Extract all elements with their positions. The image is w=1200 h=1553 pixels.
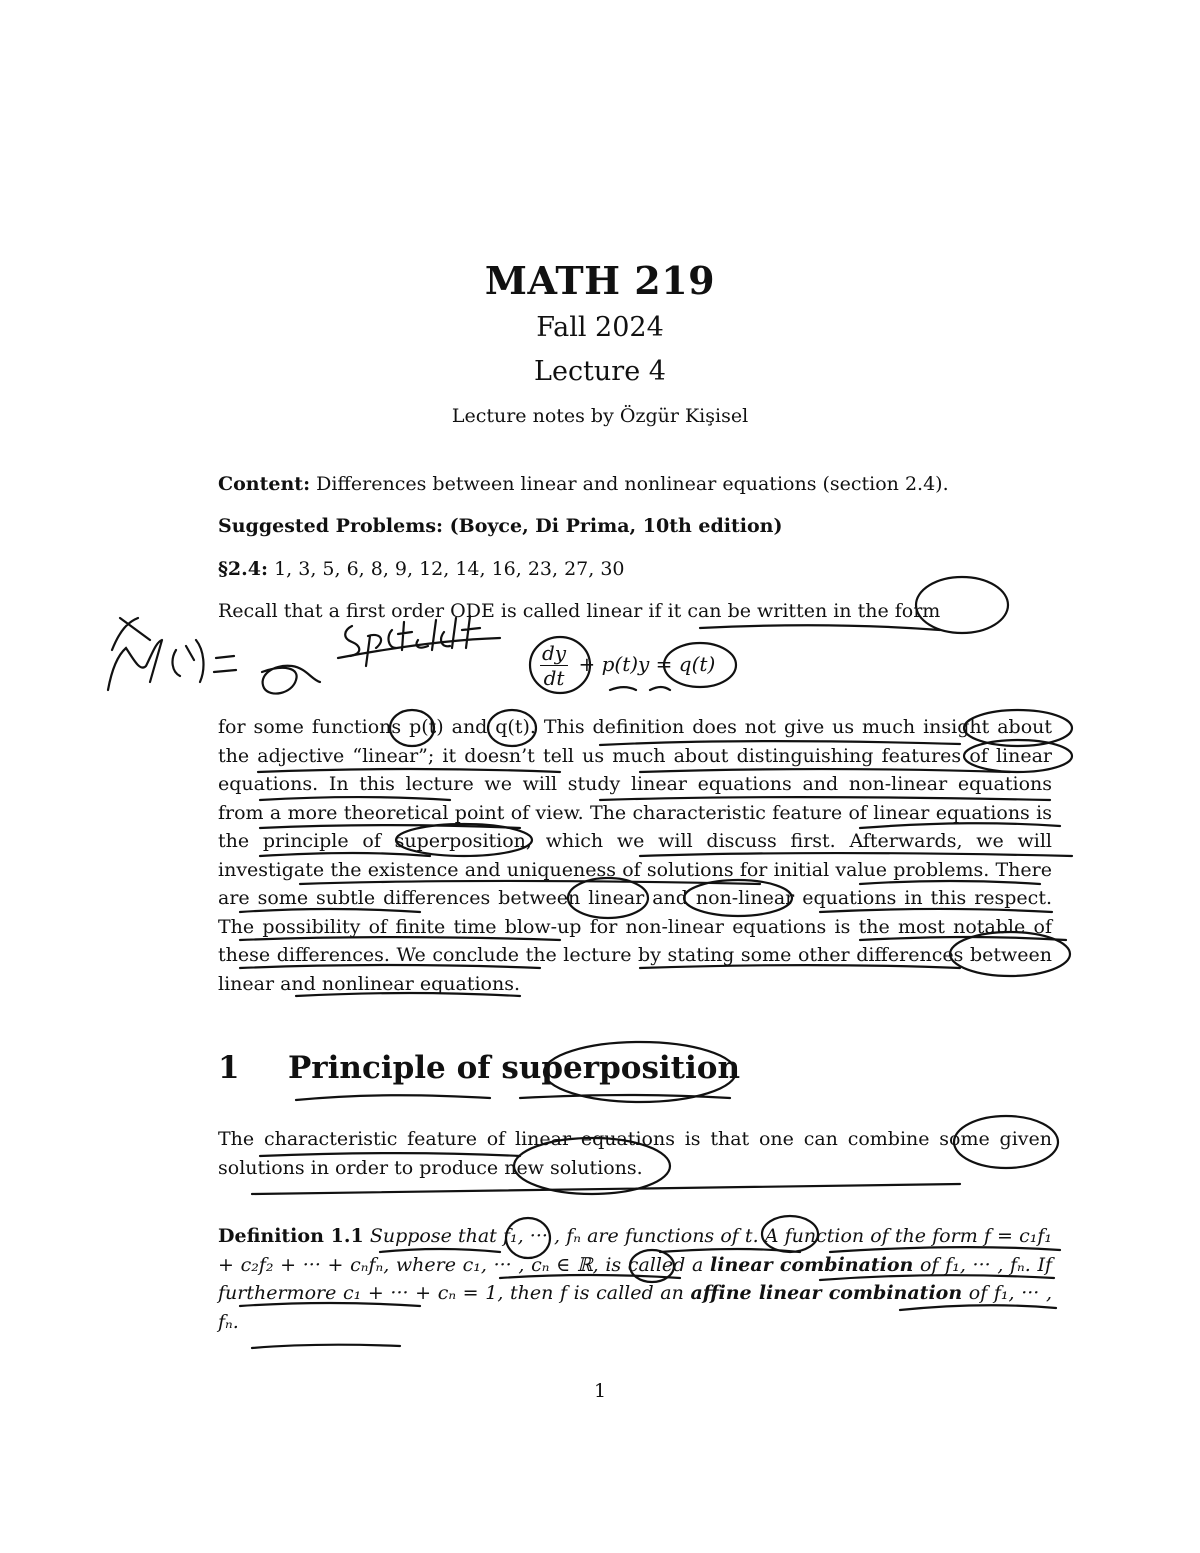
term: Fall 2024: [536, 312, 664, 343]
definition-text-b: of f₁, ··· , fₙ. If furthermore c₁ + ··· + cₙ = 1, then f is called an: [218, 1253, 1053, 1304]
content-label: Content:: [218, 473, 311, 495]
lecture-number: Lecture 4: [534, 356, 666, 387]
equation-rest: + p(t)y = q(t): [578, 652, 716, 676]
handwritten-exponent-underline: [338, 638, 500, 658]
problem-numbers: 1, 3, 5, 6, 8, 9, 12, 14, 16, 23, 27, 30: [274, 558, 625, 580]
course-title: MATH 219: [484, 258, 716, 303]
recall-line: Recall that a first order ODE is called linear if it can be written in the form: [218, 600, 941, 622]
author-line: Lecture notes by Özgür Kişisel: [451, 405, 749, 427]
underline-heading: [296, 1095, 730, 1100]
fraction-numerator: dy: [542, 641, 567, 665]
suggested-problems-label: Suggested Problems: (Boyce, Di Prima, 10th edition): [218, 515, 783, 537]
definition-block: [218, 1222, 1052, 1336]
section-title: Principle of superposition: [288, 1050, 740, 1086]
definition-term-linear-combination: linear combination: [710, 1253, 914, 1276]
section-paragraph: The characteristic feature of linear equations is that one can combine some given solutions in order to produce new solutions.: [218, 1128, 1052, 1179]
handwritten-e: [262, 666, 320, 694]
handwritten-note: [108, 618, 236, 690]
section-number: 1: [218, 1050, 240, 1086]
linear-ode-equation: [540, 641, 715, 690]
definition-text-a: Suppose that f₁, ··· , fₙ are functions of t. A function of the form f = c₁f₁ + c₂f₂ + ··· + cₙfₙ, where c₁, ··· , cₙ ∈ ℝ, is called a: [218, 1225, 1053, 1276]
underline-recall: [700, 625, 940, 630]
content-line: [218, 470, 1052, 499]
definition-term-affine-combination: affine linear combination: [690, 1282, 963, 1304]
fraction-denominator: dt: [543, 666, 565, 690]
definition-text-c: of f₁, ··· , fₙ.: [218, 1282, 1053, 1333]
content-text: Differences between linear and nonlinear equations (section 2.4).: [316, 473, 949, 495]
underline-def-4: [252, 1345, 400, 1348]
intro-paragraph: for some functions p(t) and q(t). This definition does not give us much insight about the adjective “linear”; it doesn’t tell us much about distinguishing features of linear equations. In this lecture we will study linear equations and non-linear equations from a more theoretical point of view. The characteristic feature of linear equations is the principle of superposition, which we will discuss first. Afterwards, we will investigate the existence and uniqueness of solutions for initial value problems. There are some subtle differences between linear and non-linear equations in this respect. The possibility of finite time blow-up for non-linear equations is the most notable of these differences. We conclude the lecture by stating some other differences between linear and nonlinear equations.: [218, 716, 1052, 995]
section-heading: [218, 1050, 740, 1086]
definition-label: Definition 1.1: [218, 1225, 364, 1247]
derivative-fraction: [540, 641, 568, 690]
problem-list: [218, 555, 1052, 584]
page-number: 1: [593, 1380, 607, 1402]
problem-section-label: §2.4:: [218, 558, 269, 580]
